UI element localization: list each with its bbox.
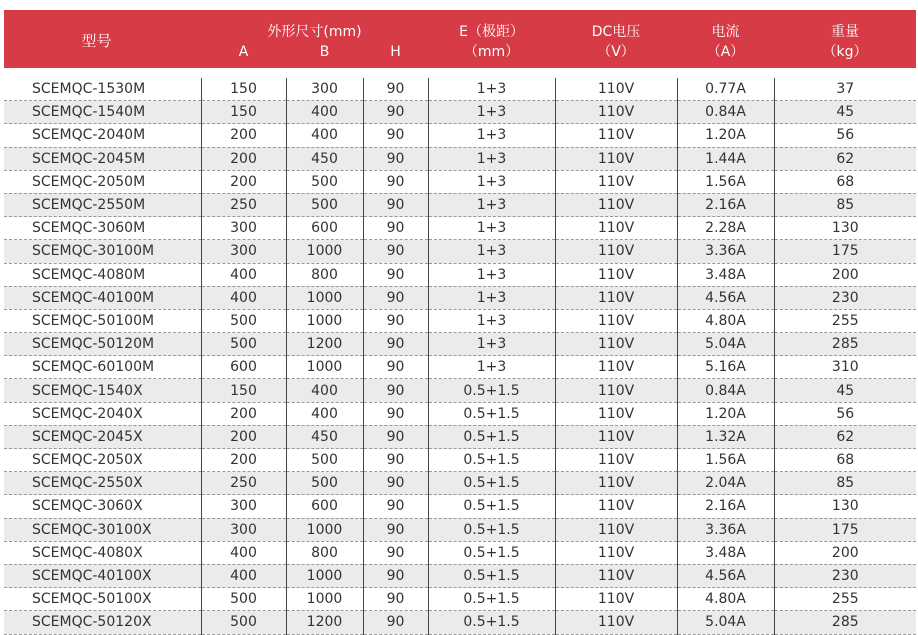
current-cell: 4.80A [677,309,774,332]
dim-h-cell: 90 [363,495,428,518]
table-row [4,588,916,611]
dim-a-cell: 400 [201,541,286,564]
dim-b-cell: 1000 [286,286,363,309]
dim-b-cell: 300 [286,78,363,101]
dim-b-cell: 800 [286,541,363,564]
voltage-cell: 110V [555,170,677,193]
model-cell: SCEMQC-3060X [4,495,201,518]
pole-spacing-cell: 0.5+1.5 [428,425,555,448]
weight-cell: 255 [774,588,916,611]
voltage-cell: 110V [555,588,677,611]
dim-b-cell: 1000 [286,356,363,379]
dim-h-cell: 90 [363,124,428,147]
table-row [4,541,916,564]
model-cell: SCEMQC-2045M [4,147,201,170]
current-cell: 5.04A [677,611,774,634]
header-voltage-title: DC电压 [555,10,677,42]
spec-table [4,10,916,635]
pole-spacing-cell: 1+3 [428,263,555,286]
pole-spacing-cell: 1+3 [428,170,555,193]
voltage-cell: 110V [555,425,677,448]
dim-a-cell: 250 [201,472,286,495]
table-row [4,286,916,309]
dim-h-cell: 90 [363,611,428,634]
voltage-cell: 110V [555,541,677,564]
model-cell: SCEMQC-2040X [4,402,201,425]
voltage-cell: 110V [555,495,677,518]
dim-b-cell: 1000 [286,588,363,611]
dim-b-cell: 450 [286,147,363,170]
current-cell: 4.56A [677,286,774,309]
dim-h-cell: 90 [363,402,428,425]
dim-h-cell: 90 [363,78,428,101]
table-row [4,333,916,356]
dim-h-cell: 90 [363,286,428,309]
weight-cell: 200 [774,541,916,564]
current-cell: 1.20A [677,402,774,425]
dim-h-cell: 90 [363,333,428,356]
table-row [4,101,916,124]
voltage-cell: 110V [555,356,677,379]
pole-spacing-cell: 1+3 [428,356,555,379]
weight-cell: 45 [774,101,916,124]
weight-cell: 62 [774,147,916,170]
pole-spacing-cell: 1+3 [428,124,555,147]
table-row [4,425,916,448]
voltage-cell: 110V [555,193,677,216]
dim-h-cell: 90 [363,472,428,495]
weight-cell: 285 [774,333,916,356]
table-row [4,402,916,425]
current-cell: 2.16A [677,193,774,216]
dim-b-cell: 1000 [286,518,363,541]
model-cell: SCEMQC-60100M [4,356,201,379]
pole-spacing-cell: 1+3 [428,240,555,263]
voltage-cell: 110V [555,333,677,356]
current-cell: 1.56A [677,170,774,193]
dim-h-cell: 90 [363,588,428,611]
table-row [4,170,916,193]
pole-spacing-cell: 1+3 [428,309,555,332]
model-cell: SCEMQC-4080X [4,541,201,564]
table-row [4,263,916,286]
dim-h-cell: 90 [363,449,428,472]
current-cell: 2.28A [677,217,774,240]
dim-h-cell: 90 [363,263,428,286]
dim-h-cell: 90 [363,193,428,216]
current-cell: 1.44A [677,147,774,170]
voltage-cell: 110V [555,379,677,402]
weight-cell: 130 [774,217,916,240]
dim-a-cell: 200 [201,402,286,425]
table-row [4,611,916,634]
voltage-cell: 110V [555,472,677,495]
dim-a-cell: 150 [201,379,286,402]
model-cell: SCEMQC-1530M [4,78,201,101]
dim-b-cell: 1200 [286,611,363,634]
voltage-cell: 110V [555,217,677,240]
dim-b-cell: 400 [286,402,363,425]
pole-spacing-cell: 1+3 [428,333,555,356]
dim-b-cell: 500 [286,193,363,216]
pole-spacing-cell: 0.5+1.5 [428,611,555,634]
dim-h-cell: 90 [363,147,428,170]
voltage-cell: 110V [555,263,677,286]
table-row [4,379,916,402]
model-cell: SCEMQC-2040M [4,124,201,147]
weight-cell: 130 [774,495,916,518]
dim-b-cell: 1000 [286,309,363,332]
weight-cell: 45 [774,379,916,402]
model-cell: SCEMQC-50100X [4,588,201,611]
current-cell: 0.77A [677,78,774,101]
model-cell: SCEMQC-2550X [4,472,201,495]
pole-spacing-cell: 0.5+1.5 [428,564,555,587]
table-row [4,518,916,541]
dim-h-cell: 90 [363,518,428,541]
dim-a-cell: 500 [201,588,286,611]
current-cell: 3.48A [677,263,774,286]
dim-h-cell: 90 [363,101,428,124]
table-row [4,193,916,216]
voltage-cell: 110V [555,449,677,472]
weight-cell: 200 [774,263,916,286]
dim-b-cell: 800 [286,263,363,286]
current-cell: 0.84A [677,379,774,402]
voltage-cell: 110V [555,124,677,147]
current-cell: 4.56A [677,564,774,587]
weight-cell: 62 [774,425,916,448]
model-cell: SCEMQC-40100X [4,564,201,587]
weight-cell: 230 [774,286,916,309]
pole-spacing-cell: 1+3 [428,78,555,101]
model-cell: SCEMQC-1540X [4,379,201,402]
dim-b-cell: 1200 [286,333,363,356]
model-cell: SCEMQC-30100M [4,240,201,263]
header-dimensions-group: 外形尺寸(mm) [201,10,428,42]
dim-b-cell: 600 [286,217,363,240]
model-cell: SCEMQC-1540M [4,101,201,124]
current-cell: 1.32A [677,425,774,448]
weight-cell: 175 [774,518,916,541]
dim-b-cell: 1000 [286,564,363,587]
table-row [4,495,916,518]
dim-b-cell: 400 [286,124,363,147]
voltage-cell: 110V [555,564,677,587]
dim-h-cell: 90 [363,541,428,564]
dim-h-cell: 90 [363,217,428,240]
voltage-cell: 110V [555,147,677,170]
table-row [4,309,916,332]
current-cell: 3.48A [677,541,774,564]
dim-h-cell: 90 [363,356,428,379]
current-cell: 0.84A [677,101,774,124]
table-row [4,217,916,240]
current-cell: 2.16A [677,495,774,518]
current-cell: 5.16A [677,356,774,379]
weight-cell: 85 [774,472,916,495]
pole-spacing-cell: 0.5+1.5 [428,495,555,518]
dim-b-cell: 1000 [286,240,363,263]
dim-a-cell: 200 [201,170,286,193]
table-row [4,564,916,587]
dim-a-cell: 500 [201,309,286,332]
dim-a-cell: 300 [201,217,286,240]
voltage-cell: 110V [555,611,677,634]
dim-a-cell: 150 [201,101,286,124]
model-cell: SCEMQC-2050M [4,170,201,193]
table-body [4,78,916,634]
dim-a-cell: 600 [201,356,286,379]
weight-cell: 37 [774,78,916,101]
table-header [4,10,916,68]
header-dim-h: H [363,42,428,68]
model-cell: SCEMQC-2550M [4,193,201,216]
dim-h-cell: 90 [363,379,428,402]
header-pole-title: E（极距） [428,10,555,42]
dim-a-cell: 200 [201,147,286,170]
pole-spacing-cell: 0.5+1.5 [428,588,555,611]
header-current-title: 电流 [677,10,774,42]
dim-b-cell: 400 [286,101,363,124]
dim-b-cell: 450 [286,425,363,448]
pole-spacing-cell: 1+3 [428,286,555,309]
model-cell: SCEMQC-50120M [4,333,201,356]
header-current-unit: （A） [677,42,774,68]
table-row [4,356,916,379]
header-model: 型号 [4,10,201,68]
current-cell: 3.36A [677,240,774,263]
pole-spacing-cell: 0.5+1.5 [428,402,555,425]
weight-cell: 175 [774,240,916,263]
weight-cell: 56 [774,402,916,425]
model-cell: SCEMQC-40100M [4,286,201,309]
dim-a-cell: 500 [201,611,286,634]
dim-b-cell: 400 [286,379,363,402]
weight-cell: 285 [774,611,916,634]
pole-spacing-cell: 1+3 [428,193,555,216]
dim-a-cell: 300 [201,495,286,518]
table-row [4,449,916,472]
current-cell: 1.56A [677,449,774,472]
model-cell: SCEMQC-50120X [4,611,201,634]
dim-h-cell: 90 [363,309,428,332]
dim-h-cell: 90 [363,240,428,263]
voltage-cell: 110V [555,402,677,425]
dim-a-cell: 200 [201,124,286,147]
dim-b-cell: 500 [286,170,363,193]
weight-cell: 68 [774,449,916,472]
header-voltage-unit: （V） [555,42,677,68]
header-pole-unit: （mm） [428,42,555,68]
pole-spacing-cell: 0.5+1.5 [428,449,555,472]
voltage-cell: 110V [555,101,677,124]
header-weight-title: 重量 [774,10,916,42]
current-cell: 3.36A [677,518,774,541]
dim-a-cell: 400 [201,564,286,587]
weight-cell: 68 [774,170,916,193]
dim-a-cell: 150 [201,78,286,101]
voltage-cell: 110V [555,518,677,541]
pole-spacing-cell: 0.5+1.5 [428,472,555,495]
table-row [4,240,916,263]
pole-spacing-cell: 1+3 [428,217,555,240]
dim-a-cell: 200 [201,425,286,448]
dim-a-cell: 300 [201,518,286,541]
model-cell: SCEMQC-4080M [4,263,201,286]
dim-b-cell: 500 [286,449,363,472]
model-cell: SCEMQC-30100X [4,518,201,541]
current-cell: 1.20A [677,124,774,147]
dim-b-cell: 600 [286,495,363,518]
voltage-cell: 110V [555,309,677,332]
dim-a-cell: 400 [201,286,286,309]
header-dim-a: A [201,42,286,68]
weight-cell: 255 [774,309,916,332]
model-cell: SCEMQC-2050X [4,449,201,472]
dim-a-cell: 200 [201,449,286,472]
pole-spacing-cell: 0.5+1.5 [428,518,555,541]
dim-h-cell: 90 [363,170,428,193]
model-cell: SCEMQC-3060M [4,217,201,240]
table-row [4,147,916,170]
weight-cell: 310 [774,356,916,379]
pole-spacing-cell: 0.5+1.5 [428,541,555,564]
voltage-cell: 110V [555,240,677,263]
weight-cell: 85 [774,193,916,216]
current-cell: 5.04A [677,333,774,356]
model-cell: SCEMQC-2045X [4,425,201,448]
table-row [4,124,916,147]
voltage-cell: 110V [555,286,677,309]
table-row [4,472,916,495]
header-weight-unit: （kg） [774,42,916,68]
pole-spacing-cell: 0.5+1.5 [428,379,555,402]
dim-a-cell: 400 [201,263,286,286]
pole-spacing-cell: 1+3 [428,147,555,170]
dim-a-cell: 300 [201,240,286,263]
dim-h-cell: 90 [363,564,428,587]
model-cell: SCEMQC-50100M [4,309,201,332]
dim-h-cell: 90 [363,425,428,448]
dim-a-cell: 250 [201,193,286,216]
weight-cell: 230 [774,564,916,587]
header-dim-b: B [286,42,363,68]
current-cell: 4.80A [677,588,774,611]
table-row [4,78,916,101]
current-cell: 2.04A [677,472,774,495]
pole-spacing-cell: 1+3 [428,101,555,124]
spec-table-container [4,10,916,635]
dim-b-cell: 500 [286,472,363,495]
voltage-cell: 110V [555,78,677,101]
dim-a-cell: 500 [201,333,286,356]
weight-cell: 56 [774,124,916,147]
